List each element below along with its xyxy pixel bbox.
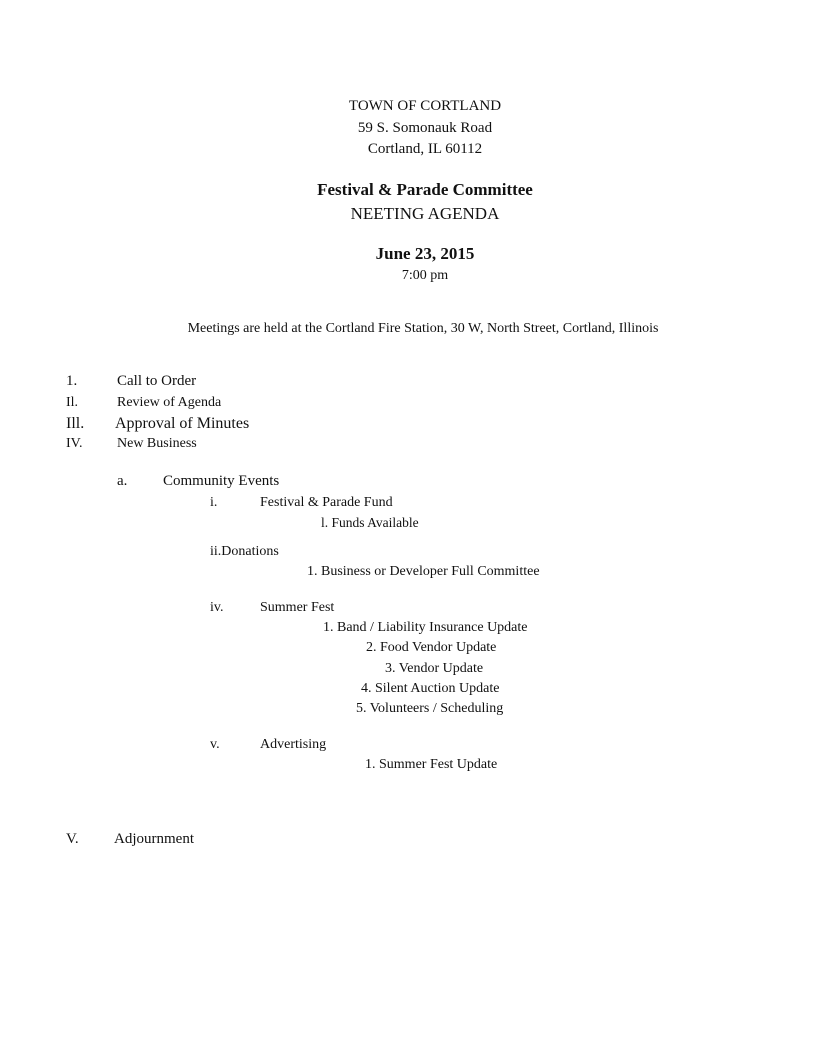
sub-item-v-1: 1. Summer Fest Update	[365, 757, 498, 772]
agenda-item-1-number: 1.	[66, 373, 78, 389]
agenda-item-2-label: Review of Agenda	[117, 395, 222, 410]
sub-item-v-label: Advertising	[260, 737, 327, 752]
sub-item-a-number: a.	[117, 473, 128, 489]
sub-item-v-number: v.	[210, 737, 220, 752]
town-address: 59 S. Somonauk Road	[357, 120, 493, 136]
sub-item-ii-1: 1. Business or Developer Full Committee	[307, 564, 540, 579]
sub-item-iv-1: 1. Band / Liability Insurance Update	[323, 620, 528, 635]
meeting-time: 7:00 pm	[401, 268, 449, 283]
town-city: Cortland, IL 60112	[367, 141, 483, 157]
agenda-item-4-label: New Business	[117, 436, 197, 451]
sub-item-a-label: Community Events	[163, 473, 280, 489]
location-note: Meetings are held at the Cortland Fire Station, 30 W, North Street, Cortland, Illinois	[187, 321, 659, 336]
agenda-item-1-label: Call to Order	[117, 373, 197, 389]
agenda-item-4-number: IV.	[66, 436, 83, 451]
sub-item-iv-5: 5. Volunteers / Scheduling	[356, 701, 504, 716]
sub-item-ii-label: ii.Donations	[210, 544, 279, 559]
agenda-item-2-number: Il.	[66, 395, 79, 410]
sub-item-iv-4: 4. Silent Auction Update	[361, 681, 500, 696]
sub-item-iv-number: iv.	[210, 600, 224, 615]
town-name: TOWN OF CORTLAND	[348, 98, 502, 114]
agenda-item-3-label: Approval of Minutes	[115, 415, 250, 432]
sub-item-i-1: l. Funds Available	[321, 515, 419, 530]
agenda-item-5-label: Adjournment	[114, 831, 194, 847]
agenda-title: NEETING AGENDA	[350, 204, 500, 223]
agenda-item-5-number: V.	[66, 831, 79, 847]
sub-item-iv-2: 2. Food Vendor Update	[366, 640, 497, 655]
sub-item-i-number: i.	[210, 495, 218, 510]
sub-item-i-label: Festival & Parade Fund	[260, 495, 393, 510]
agenda-item-3-number: Ill.	[66, 415, 85, 432]
committee-name: Festival & Parade Committee	[317, 180, 533, 199]
sub-item-iv-label: Summer Fest	[260, 600, 335, 615]
sub-item-iv-3: 3. Vendor Update	[385, 661, 484, 676]
meeting-date: June 23, 2015	[375, 244, 475, 263]
